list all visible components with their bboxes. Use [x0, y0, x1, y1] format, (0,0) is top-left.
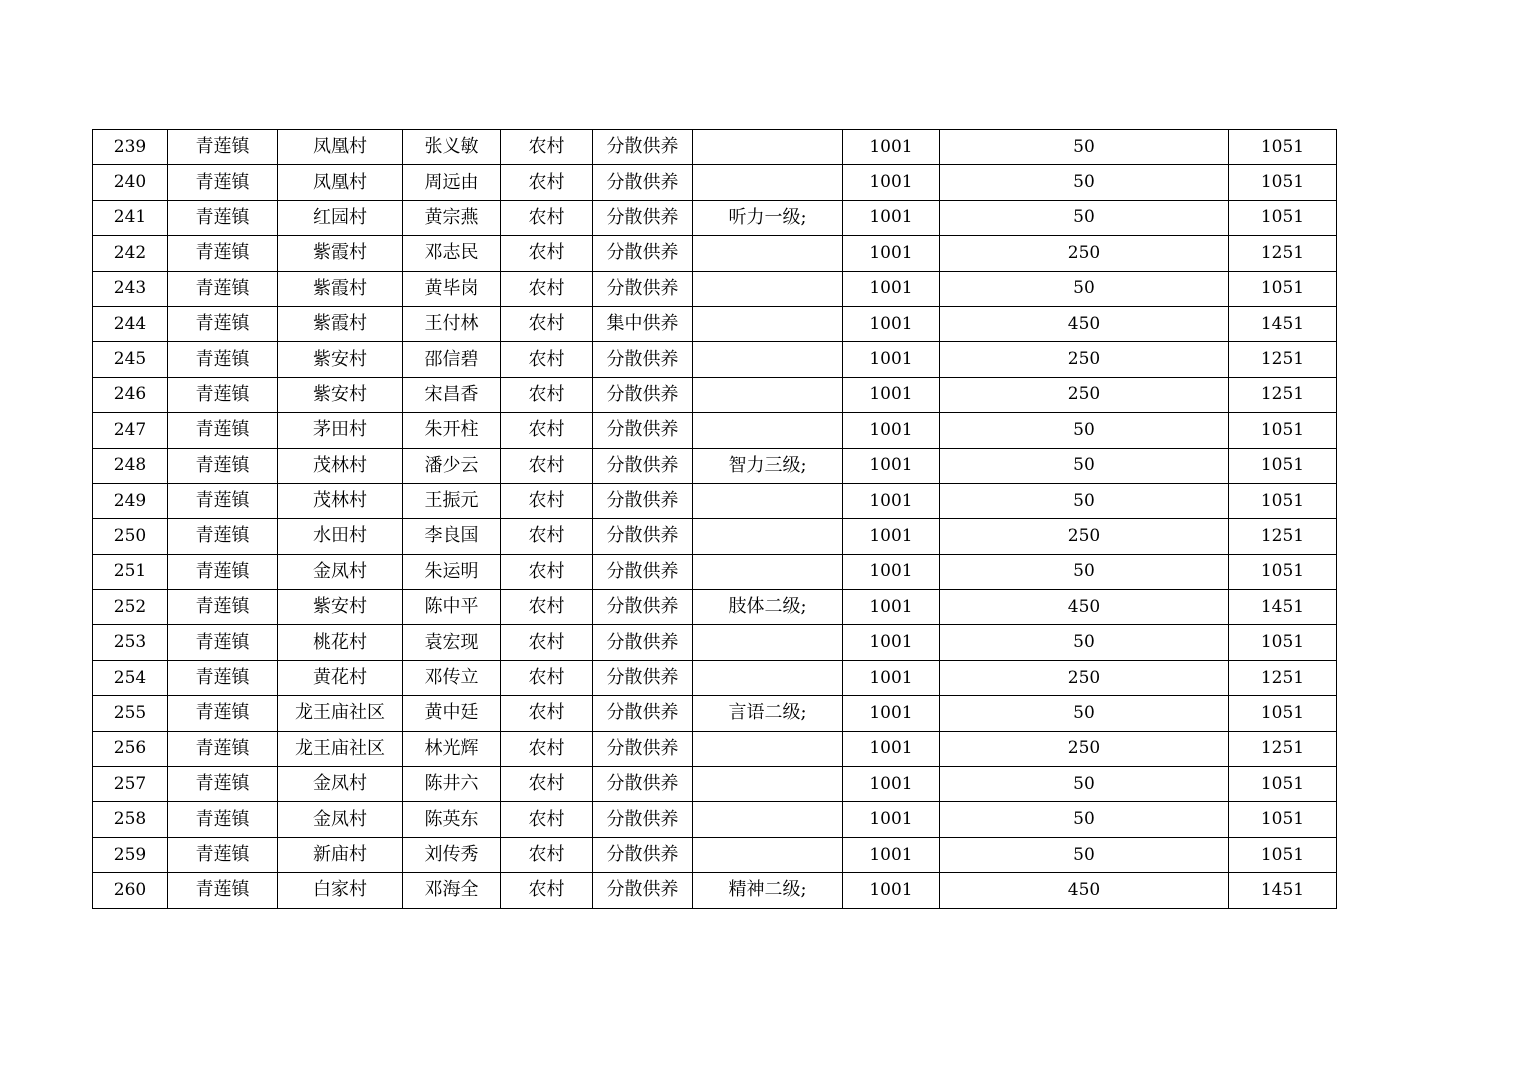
cell-town: 青莲镇 — [168, 802, 278, 837]
cell-village: 红园村 — [278, 200, 403, 235]
cell-disability — [693, 554, 843, 589]
cell-support-type: 分散供养 — [593, 377, 693, 412]
cell-base-amount: 1001 — [843, 236, 940, 271]
cell-serial-number: 258 — [93, 802, 168, 837]
cell-village: 紫安村 — [278, 342, 403, 377]
cell-residence-type: 农村 — [501, 837, 593, 872]
cell-village: 紫霞村 — [278, 306, 403, 341]
cell-name: 张义敏 — [403, 130, 501, 165]
cell-town: 青莲镇 — [168, 554, 278, 589]
cell-serial-number: 249 — [93, 483, 168, 518]
table-row — [93, 837, 1337, 872]
cell-extra-amount: 50 — [940, 448, 1229, 483]
cell-town: 青莲镇 — [168, 236, 278, 271]
table-row — [93, 200, 1337, 235]
cell-residence-type: 农村 — [501, 802, 593, 837]
cell-serial-number: 250 — [93, 519, 168, 554]
cell-extra-amount: 50 — [940, 696, 1229, 731]
cell-serial-number: 245 — [93, 342, 168, 377]
cell-support-type: 集中供养 — [593, 306, 693, 341]
cell-support-type: 分散供养 — [593, 413, 693, 448]
cell-support-type: 分散供养 — [593, 802, 693, 837]
cell-base-amount: 1001 — [843, 377, 940, 412]
table-row — [93, 519, 1337, 554]
cell-serial-number: 251 — [93, 554, 168, 589]
cell-village: 紫安村 — [278, 377, 403, 412]
cell-serial-number: 248 — [93, 448, 168, 483]
cell-disability — [693, 625, 843, 660]
cell-residence-type: 农村 — [501, 696, 593, 731]
cell-total-amount: 1451 — [1229, 873, 1337, 908]
cell-base-amount: 1001 — [843, 413, 940, 448]
cell-name: 黄宗燕 — [403, 200, 501, 235]
cell-disability — [693, 165, 843, 200]
cell-extra-amount: 450 — [940, 590, 1229, 625]
cell-serial-number: 254 — [93, 660, 168, 695]
cell-base-amount: 1001 — [843, 625, 940, 660]
cell-village: 紫安村 — [278, 590, 403, 625]
cell-total-amount: 1051 — [1229, 767, 1337, 802]
cell-name: 邵信碧 — [403, 342, 501, 377]
cell-town: 青莲镇 — [168, 483, 278, 518]
cell-support-type: 分散供养 — [593, 236, 693, 271]
cell-base-amount: 1001 — [843, 837, 940, 872]
cell-village: 桃花村 — [278, 625, 403, 660]
cell-base-amount: 1001 — [843, 483, 940, 518]
cell-total-amount: 1251 — [1229, 731, 1337, 766]
table-row — [93, 767, 1337, 802]
table-row — [93, 731, 1337, 766]
cell-base-amount: 1001 — [843, 306, 940, 341]
cell-village: 新庙村 — [278, 837, 403, 872]
cell-serial-number: 257 — [93, 767, 168, 802]
cell-village: 紫霞村 — [278, 271, 403, 306]
data-table — [92, 129, 1337, 909]
cell-support-type: 分散供养 — [593, 271, 693, 306]
cell-residence-type: 农村 — [501, 660, 593, 695]
cell-extra-amount: 50 — [940, 767, 1229, 802]
cell-residence-type: 农村 — [501, 377, 593, 412]
cell-extra-amount: 250 — [940, 236, 1229, 271]
cell-town: 青莲镇 — [168, 590, 278, 625]
cell-total-amount: 1051 — [1229, 448, 1337, 483]
table-row — [93, 554, 1337, 589]
cell-town: 青莲镇 — [168, 731, 278, 766]
cell-town: 青莲镇 — [168, 625, 278, 660]
cell-total-amount: 1051 — [1229, 165, 1337, 200]
cell-name: 王付林 — [403, 306, 501, 341]
cell-extra-amount: 250 — [940, 342, 1229, 377]
cell-base-amount: 1001 — [843, 165, 940, 200]
cell-town: 青莲镇 — [168, 696, 278, 731]
cell-name: 宋昌香 — [403, 377, 501, 412]
cell-total-amount: 1251 — [1229, 236, 1337, 271]
cell-base-amount: 1001 — [843, 554, 940, 589]
cell-serial-number: 244 — [93, 306, 168, 341]
cell-town: 青莲镇 — [168, 306, 278, 341]
cell-support-type: 分散供养 — [593, 873, 693, 908]
cell-total-amount: 1051 — [1229, 413, 1337, 448]
cell-base-amount: 1001 — [843, 696, 940, 731]
cell-disability — [693, 483, 843, 518]
cell-total-amount: 1451 — [1229, 306, 1337, 341]
cell-disability — [693, 377, 843, 412]
cell-support-type: 分散供养 — [593, 165, 693, 200]
cell-town: 青莲镇 — [168, 448, 278, 483]
table-row — [93, 236, 1337, 271]
table-row — [93, 130, 1337, 165]
table-body — [93, 130, 1337, 909]
cell-name: 朱开柱 — [403, 413, 501, 448]
cell-village: 水田村 — [278, 519, 403, 554]
cell-name: 陈中平 — [403, 590, 501, 625]
cell-serial-number: 243 — [93, 271, 168, 306]
cell-town: 青莲镇 — [168, 165, 278, 200]
table-row — [93, 660, 1337, 695]
cell-total-amount: 1051 — [1229, 837, 1337, 872]
cell-residence-type: 农村 — [501, 271, 593, 306]
table-row — [93, 625, 1337, 660]
cell-extra-amount: 250 — [940, 519, 1229, 554]
cell-serial-number: 241 — [93, 200, 168, 235]
cell-total-amount: 1051 — [1229, 802, 1337, 837]
cell-name: 邓传立 — [403, 660, 501, 695]
cell-residence-type: 农村 — [501, 306, 593, 341]
cell-residence-type: 农村 — [501, 625, 593, 660]
cell-residence-type: 农村 — [501, 130, 593, 165]
cell-extra-amount: 50 — [940, 165, 1229, 200]
cell-total-amount: 1051 — [1229, 625, 1337, 660]
cell-disability: 听力一级; — [693, 200, 843, 235]
cell-disability — [693, 519, 843, 554]
cell-town: 青莲镇 — [168, 519, 278, 554]
cell-disability — [693, 306, 843, 341]
cell-base-amount: 1001 — [843, 590, 940, 625]
cell-disability — [693, 767, 843, 802]
cell-base-amount: 1001 — [843, 731, 940, 766]
table-row — [93, 448, 1337, 483]
cell-support-type: 分散供养 — [593, 200, 693, 235]
cell-name: 邓海全 — [403, 873, 501, 908]
cell-serial-number: 259 — [93, 837, 168, 872]
cell-total-amount: 1051 — [1229, 483, 1337, 518]
cell-disability — [693, 731, 843, 766]
cell-village: 茅田村 — [278, 413, 403, 448]
cell-support-type: 分散供养 — [593, 696, 693, 731]
cell-base-amount: 1001 — [843, 448, 940, 483]
table-row — [93, 802, 1337, 837]
cell-disability — [693, 660, 843, 695]
cell-village: 紫霞村 — [278, 236, 403, 271]
cell-disability — [693, 130, 843, 165]
cell-support-type: 分散供养 — [593, 767, 693, 802]
table-row — [93, 483, 1337, 518]
cell-total-amount: 1051 — [1229, 554, 1337, 589]
cell-name: 李良国 — [403, 519, 501, 554]
cell-total-amount: 1451 — [1229, 590, 1337, 625]
cell-town: 青莲镇 — [168, 200, 278, 235]
cell-residence-type: 农村 — [501, 767, 593, 802]
cell-serial-number: 240 — [93, 165, 168, 200]
cell-disability — [693, 236, 843, 271]
cell-base-amount: 1001 — [843, 519, 940, 554]
cell-town: 青莲镇 — [168, 837, 278, 872]
cell-town: 青莲镇 — [168, 271, 278, 306]
cell-residence-type: 农村 — [501, 413, 593, 448]
cell-name: 林光辉 — [403, 731, 501, 766]
table-row — [93, 306, 1337, 341]
cell-town: 青莲镇 — [168, 873, 278, 908]
cell-town: 青莲镇 — [168, 342, 278, 377]
cell-extra-amount: 250 — [940, 660, 1229, 695]
cell-support-type: 分散供养 — [593, 660, 693, 695]
cell-extra-amount: 50 — [940, 625, 1229, 660]
cell-serial-number: 239 — [93, 130, 168, 165]
cell-residence-type: 农村 — [501, 448, 593, 483]
cell-name: 邓志民 — [403, 236, 501, 271]
table-row — [93, 271, 1337, 306]
cell-village: 金凤村 — [278, 767, 403, 802]
cell-serial-number: 246 — [93, 377, 168, 412]
cell-total-amount: 1051 — [1229, 200, 1337, 235]
cell-total-amount: 1051 — [1229, 696, 1337, 731]
cell-residence-type: 农村 — [501, 200, 593, 235]
cell-extra-amount: 450 — [940, 873, 1229, 908]
cell-village: 白家村 — [278, 873, 403, 908]
cell-name: 陈井六 — [403, 767, 501, 802]
cell-village: 龙王庙社区 — [278, 696, 403, 731]
cell-extra-amount: 450 — [940, 306, 1229, 341]
cell-disability — [693, 802, 843, 837]
cell-support-type: 分散供养 — [593, 448, 693, 483]
cell-name: 潘少云 — [403, 448, 501, 483]
cell-disability: 言语二级; — [693, 696, 843, 731]
cell-disability — [693, 413, 843, 448]
cell-total-amount: 1251 — [1229, 660, 1337, 695]
table-row — [93, 873, 1337, 908]
cell-name: 袁宏现 — [403, 625, 501, 660]
cell-residence-type: 农村 — [501, 731, 593, 766]
cell-support-type: 分散供养 — [593, 837, 693, 872]
cell-support-type: 分散供养 — [593, 554, 693, 589]
cell-support-type: 分散供养 — [593, 519, 693, 554]
cell-disability: 肢体二级; — [693, 590, 843, 625]
cell-support-type: 分散供养 — [593, 483, 693, 518]
cell-residence-type: 农村 — [501, 590, 593, 625]
cell-village: 龙王庙社区 — [278, 731, 403, 766]
table-row — [93, 590, 1337, 625]
cell-residence-type: 农村 — [501, 554, 593, 589]
cell-total-amount: 1051 — [1229, 130, 1337, 165]
cell-village: 茂林村 — [278, 448, 403, 483]
cell-residence-type: 农村 — [501, 165, 593, 200]
cell-name: 王振元 — [403, 483, 501, 518]
cell-extra-amount: 50 — [940, 200, 1229, 235]
cell-residence-type: 农村 — [501, 483, 593, 518]
cell-extra-amount: 50 — [940, 413, 1229, 448]
cell-extra-amount: 50 — [940, 483, 1229, 518]
cell-name: 黄毕岗 — [403, 271, 501, 306]
cell-village: 金凤村 — [278, 554, 403, 589]
cell-residence-type: 农村 — [501, 873, 593, 908]
cell-village: 茂林村 — [278, 483, 403, 518]
cell-serial-number: 260 — [93, 873, 168, 908]
table-row — [93, 413, 1337, 448]
cell-base-amount: 1001 — [843, 873, 940, 908]
cell-total-amount: 1051 — [1229, 271, 1337, 306]
cell-town: 青莲镇 — [168, 377, 278, 412]
cell-base-amount: 1001 — [843, 802, 940, 837]
cell-town: 青莲镇 — [168, 660, 278, 695]
cell-total-amount: 1251 — [1229, 519, 1337, 554]
cell-base-amount: 1001 — [843, 660, 940, 695]
cell-base-amount: 1001 — [843, 130, 940, 165]
cell-serial-number: 253 — [93, 625, 168, 660]
cell-name: 陈英东 — [403, 802, 501, 837]
cell-town: 青莲镇 — [168, 130, 278, 165]
table-row — [93, 377, 1337, 412]
cell-town: 青莲镇 — [168, 767, 278, 802]
cell-village: 凤凰村 — [278, 130, 403, 165]
cell-total-amount: 1251 — [1229, 377, 1337, 412]
cell-serial-number: 247 — [93, 413, 168, 448]
cell-disability — [693, 271, 843, 306]
cell-extra-amount: 50 — [940, 554, 1229, 589]
cell-support-type: 分散供养 — [593, 731, 693, 766]
cell-base-amount: 1001 — [843, 767, 940, 802]
cell-name: 周远由 — [403, 165, 501, 200]
cell-extra-amount: 50 — [940, 130, 1229, 165]
cell-support-type: 分散供养 — [593, 625, 693, 660]
cell-extra-amount: 50 — [940, 271, 1229, 306]
cell-serial-number: 242 — [93, 236, 168, 271]
cell-base-amount: 1001 — [843, 271, 940, 306]
cell-serial-number: 252 — [93, 590, 168, 625]
cell-serial-number: 256 — [93, 731, 168, 766]
cell-name: 黄中廷 — [403, 696, 501, 731]
cell-village: 金凤村 — [278, 802, 403, 837]
cell-support-type: 分散供养 — [593, 130, 693, 165]
cell-disability — [693, 342, 843, 377]
cell-base-amount: 1001 — [843, 342, 940, 377]
cell-name: 刘传秀 — [403, 837, 501, 872]
cell-extra-amount: 50 — [940, 802, 1229, 837]
cell-total-amount: 1251 — [1229, 342, 1337, 377]
table-row — [93, 342, 1337, 377]
table-row — [93, 696, 1337, 731]
cell-name: 朱运明 — [403, 554, 501, 589]
cell-support-type: 分散供养 — [593, 590, 693, 625]
cell-residence-type: 农村 — [501, 236, 593, 271]
cell-village: 凤凰村 — [278, 165, 403, 200]
cell-serial-number: 255 — [93, 696, 168, 731]
cell-base-amount: 1001 — [843, 200, 940, 235]
cell-disability: 精神二级; — [693, 873, 843, 908]
cell-town: 青莲镇 — [168, 413, 278, 448]
cell-extra-amount: 250 — [940, 731, 1229, 766]
cell-extra-amount: 50 — [940, 837, 1229, 872]
cell-village: 黄花村 — [278, 660, 403, 695]
cell-disability: 智力三级; — [693, 448, 843, 483]
cell-disability — [693, 837, 843, 872]
cell-residence-type: 农村 — [501, 342, 593, 377]
cell-support-type: 分散供养 — [593, 342, 693, 377]
cell-residence-type: 农村 — [501, 519, 593, 554]
cell-extra-amount: 250 — [940, 377, 1229, 412]
table-row — [93, 165, 1337, 200]
